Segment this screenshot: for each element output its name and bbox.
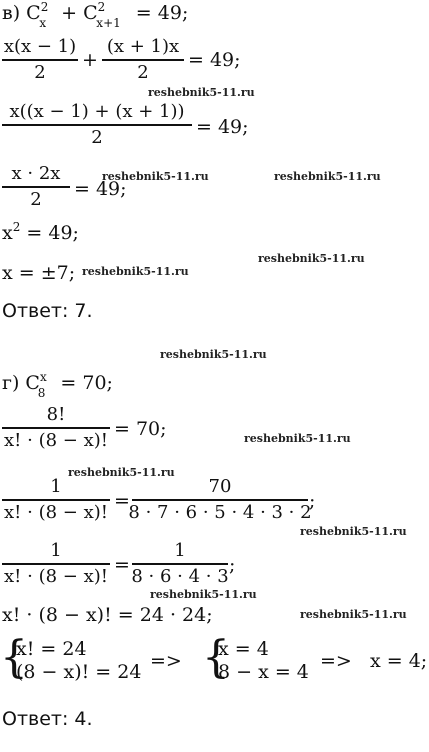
watermark: reshebnik5-11.ru [244,432,351,445]
fraction-g3-right [132,540,228,588]
system-1-brace: { [0,632,28,683]
equation-1-result: = 49; [188,49,241,71]
equals-sign-g3: = [114,554,130,576]
fraction-2-numerator: (x + 1)x [106,36,180,57]
final-result: x = 4; [370,650,428,672]
fraction-g3-numerator: 1 [50,540,62,561]
fraction-4-denominator: 2 [30,188,42,210]
system-1-line-2: (8 − x)! = 24 [16,661,142,683]
fraction-4-numerator: x · 2x [11,163,61,184]
watermark: reshebnik5-11.ru [102,170,209,183]
watermark: reshebnik5-11.ru [274,170,381,183]
fraction-g2-denominator: x! · (8 − x)! [4,501,108,523]
fraction-3 [2,101,192,149]
part-g-header: г) $C^x_8 = 70$; [2,370,113,400]
fraction-g3-right-numerator: 1 [174,540,186,561]
fraction-g1-numerator: 8! [46,404,66,425]
fraction-g3-right-bar [132,563,228,565]
fraction-g2-bar [2,499,110,501]
watermark: reshebnik5-11.ru [300,608,407,621]
system-2-brace: { [202,632,230,683]
fraction-g2 [2,476,110,524]
semicolon-g2: ; [309,490,316,512]
fraction-3-numerator: x((x − 1) + (x + 1)) [9,101,185,122]
fraction-1-denominator: 2 [34,61,46,83]
implies-arrow-2: => [320,650,352,672]
watermark: reshebnik5-11.ru [258,252,365,265]
semicolon-g3: ; [229,554,236,576]
fraction-2-denominator: 2 [137,61,149,83]
factorial-product-line: x! · (8 − x)! = 24 · 24; [2,604,213,626]
implies-arrow-1: => [150,650,182,672]
fraction-g1-bar [2,427,110,429]
answer-v: Ответ: 7. [2,300,93,322]
watermark: reshebnik5-11.ru [160,348,267,361]
fraction-g2-numerator: 1 [50,476,62,497]
fraction-1-numerator: x(x − 1) [3,36,77,57]
fraction-g2-right-denominator: 8 · 7 · 6 · 5 · 4 · 3 · 2 [128,501,312,523]
fraction-g2-right-numerator: 70 [208,476,232,497]
watermark: reshebnik5-11.ru [68,466,175,479]
fraction-1 [2,36,78,84]
part-v-header: в) $C^2_x + C^2_{x+1} = 49$; [2,0,189,30]
fraction-g3-right-denominator: 8 · 6 · 4 · 3 [131,565,229,587]
equation-g1-result: = 70; [114,418,167,440]
watermark: reshebnik5-11.ru [300,525,407,538]
x-plus-minus-line: x = ±7; [2,262,76,284]
system-2-line-2: 8 − x = 4 [218,661,309,683]
answer-g: Ответ: 4. [2,708,93,730]
system-2-line-1: x = 4 [218,638,269,660]
x-squared-line: $x^2 = 49$; [2,220,79,244]
equation-3-result: = 49; [74,178,127,200]
equals-sign-g2: = [114,490,130,512]
fraction-3-denominator: 2 [91,126,103,148]
system-1-line-1: x! = 24 [16,638,87,660]
fraction-3-bar [2,124,192,126]
fraction-g3-bar [2,563,110,565]
fraction-g3-denominator: x! · (8 − x)! [4,565,108,587]
watermark: reshebnik5-11.ru [150,588,257,601]
watermark: reshebnik5-11.ru [82,265,189,278]
fraction-4 [2,163,70,211]
plus-sign: + [82,49,98,71]
watermark: reshebnik5-11.ru [148,86,255,99]
fraction-g1-denominator: x! · (8 − x)! [4,429,108,451]
equation-2-result: = 49; [196,116,249,138]
fraction-g1 [2,404,110,452]
fraction-g3 [2,540,110,588]
fraction-2 [102,36,184,84]
fraction-2-bar [102,59,184,61]
fraction-g2-right-bar [132,499,308,501]
fraction-4-bar [2,186,70,188]
fraction-1-bar [2,59,78,61]
fraction-g2-right [128,476,312,524]
